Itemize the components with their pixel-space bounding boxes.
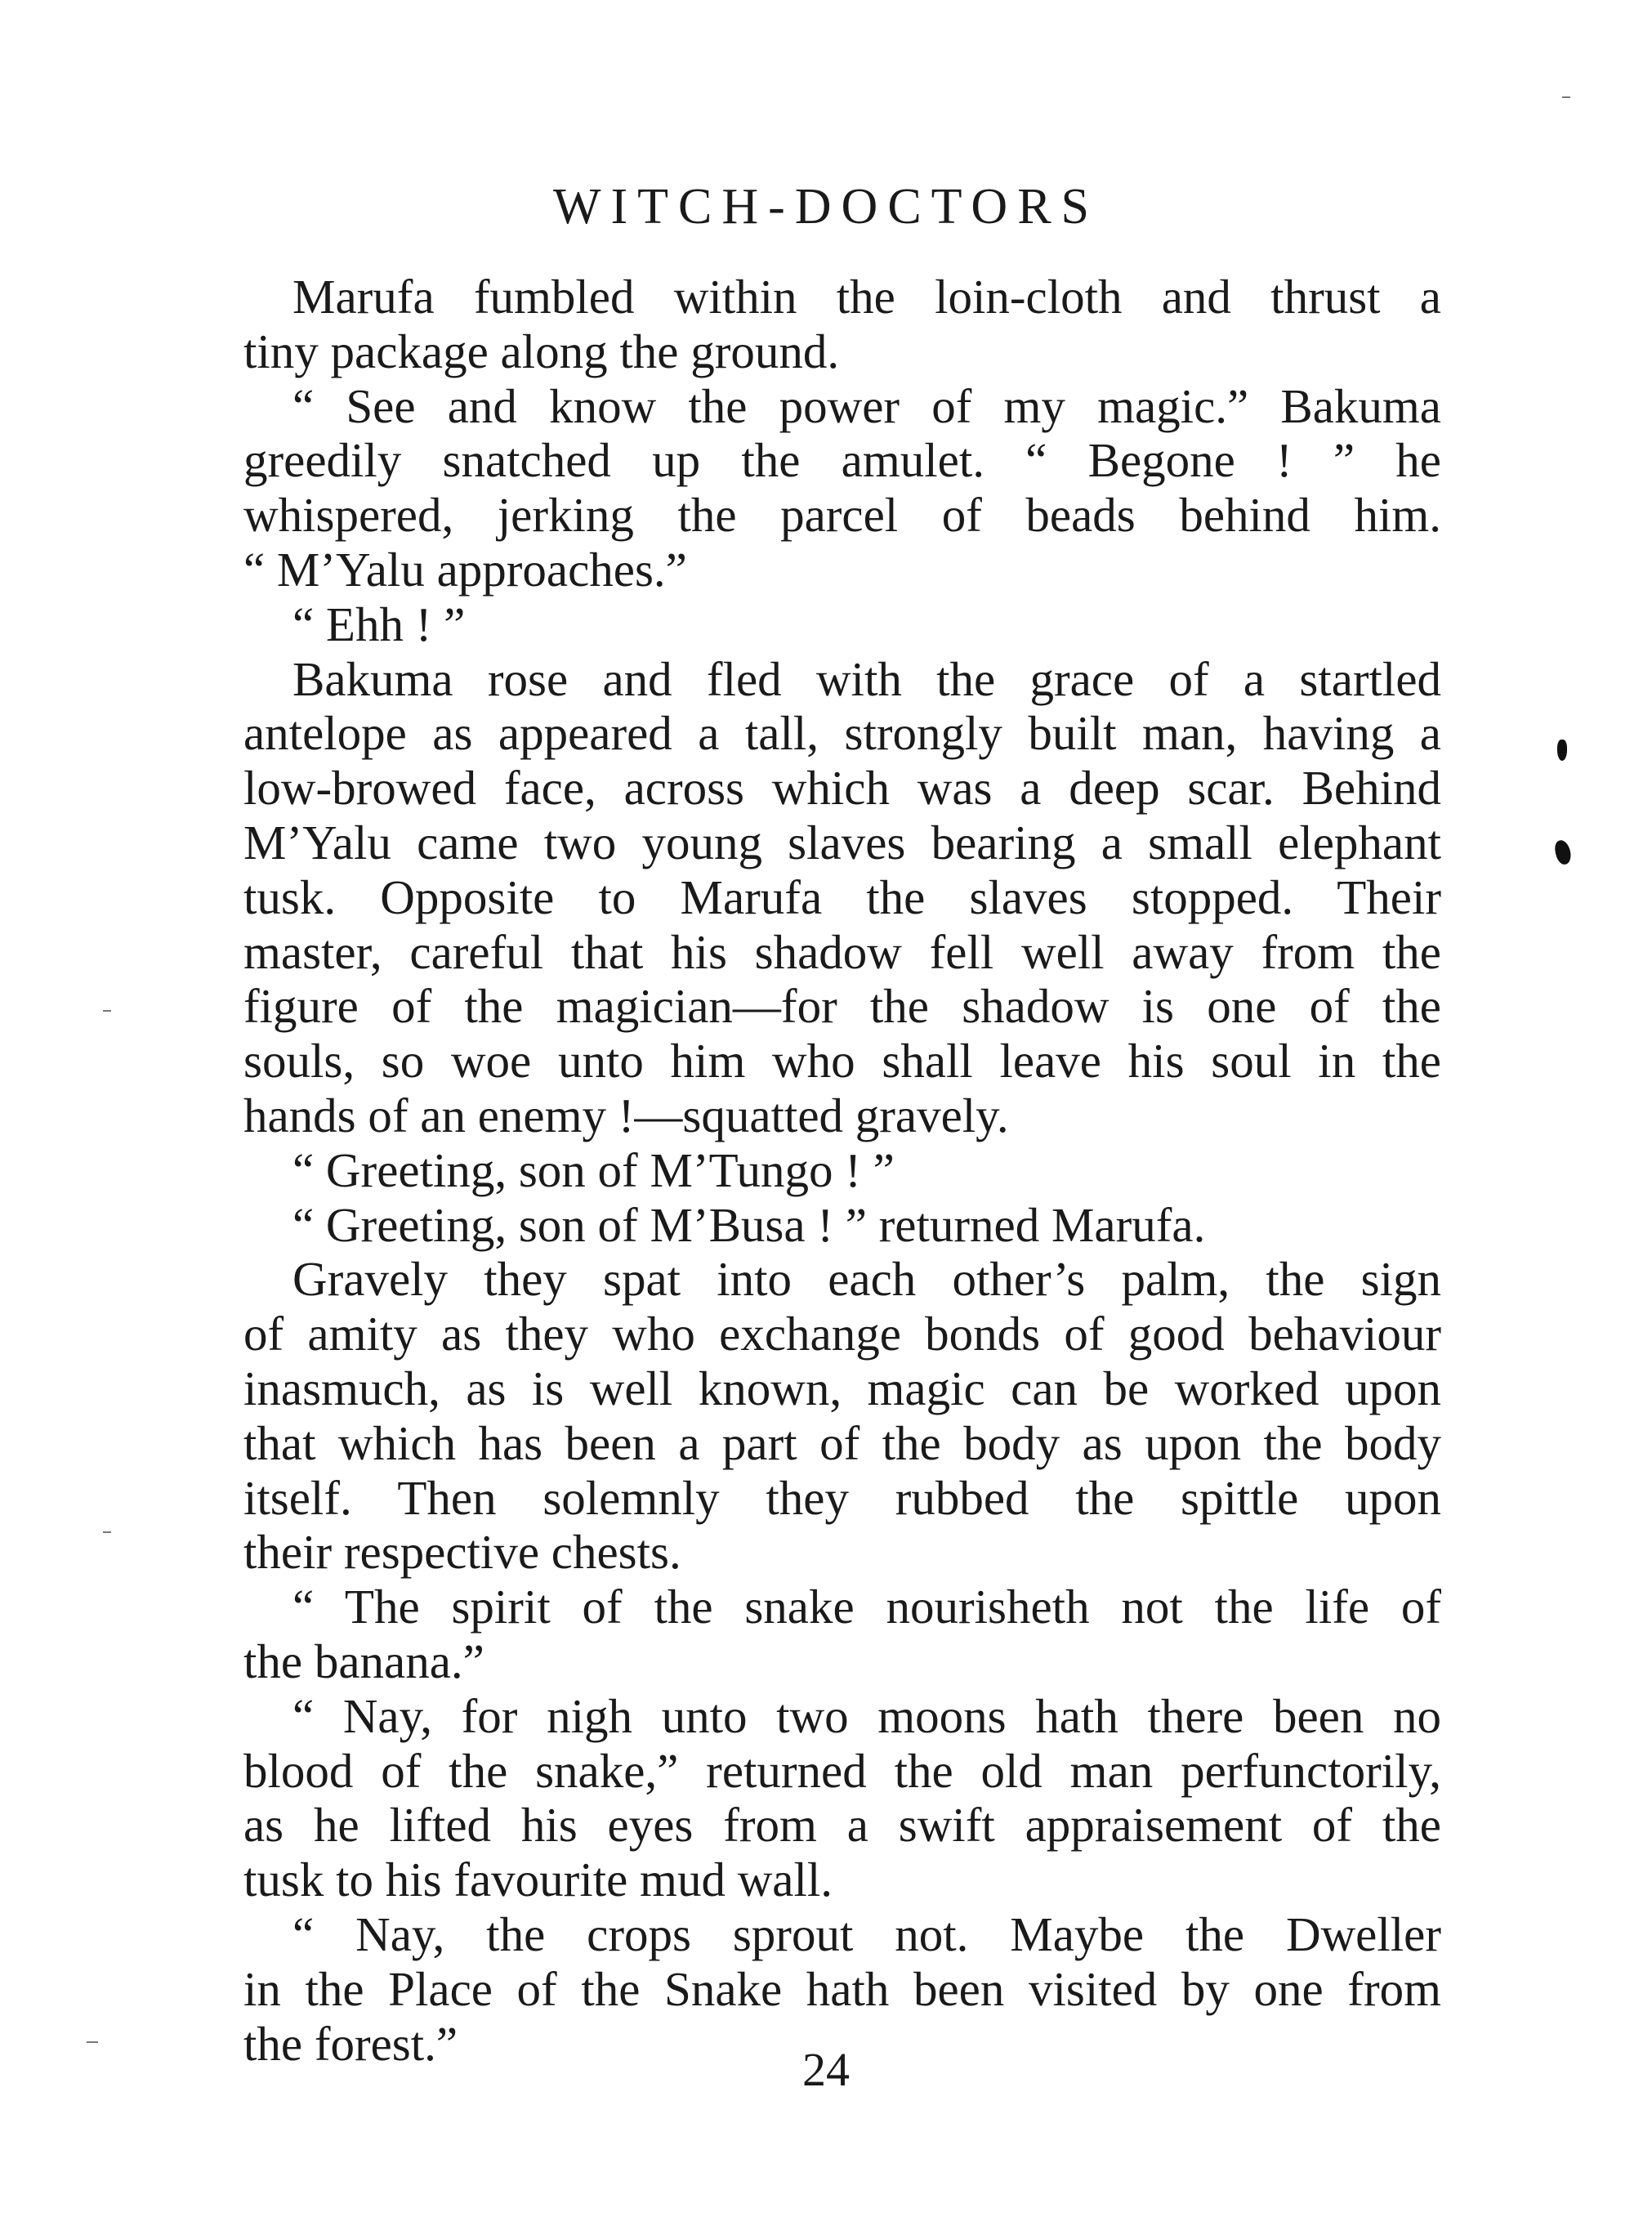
text-line: Marufa fumbled within the loin-cloth and thrust a: [292, 270, 1441, 324]
text-line: greedily snatched up the amulet. “ Begone ! ” he: [243, 433, 1441, 488]
text-line: “ Greeting, son of M’Tungo ! ”: [292, 1142, 895, 1197]
text-line: tiny package along the ground.: [243, 324, 840, 378]
text-line: “ See and know the power of my magic.” Bakuma: [292, 378, 1441, 433]
text-line: hands of an enemy !—squatted gravely.: [243, 1088, 1009, 1142]
text-line: tusk to his favourite mud wall.: [243, 1853, 833, 1907]
text-line: the banana.”: [243, 1634, 484, 1688]
text-line: blood of the snake,” returned the old man perfunctorily,: [243, 1743, 1441, 1798]
scan-speck: [103, 1010, 111, 1012]
text-line: master, careful that his shadow fell well away from the: [243, 924, 1441, 979]
text-line: Bakuma rose and fled with the grace of a startled: [292, 651, 1441, 706]
text-line: “ Greeting, son of M’Busa ! ” returned Marufa.: [292, 1197, 1206, 1252]
text-line: Gravely they spat into each other’s palm, the sign: [292, 1252, 1441, 1307]
text-line: in the Place of the Snake hath been visited by one from: [243, 1961, 1441, 2016]
running-head: WITCH-DOCTORS: [552, 179, 1100, 235]
text-line: itself. Then solemnly they rubbed the spittle upon: [243, 1470, 1441, 1525]
text-line: tusk. Opposite to Marufa the slaves stopped. Their: [243, 869, 1441, 924]
text-line: inasmuch, as is well known, magic can be worked upon: [243, 1361, 1441, 1415]
scan-speck: [103, 1531, 111, 1533]
text-line: the forest.”: [243, 2016, 458, 2071]
text-line: “ M’Yalu approaches.”: [243, 542, 687, 597]
text-line: “ Nay, for nigh unto two moons hath there been no: [292, 1688, 1441, 1743]
ink-blot: [1557, 740, 1567, 761]
text-line: antelope as appeared a tall, strongly built man, having a: [243, 706, 1441, 761]
scan-speck: [1562, 96, 1570, 98]
text-line: that which has been a part of the body as upon the body: [243, 1415, 1441, 1470]
text-line: M’Yalu came two young slaves bearing a small elephant: [243, 815, 1441, 869]
text-line: low-browed face, across which was a deep scar. Behind: [243, 761, 1441, 816]
text-line: their respective chests.: [243, 1525, 681, 1580]
body-text: [243, 270, 1441, 2071]
text-line: figure of the magician—for the shadow is one of the: [243, 979, 1441, 1034]
text-line: “ Ehh ! ”: [292, 597, 466, 651]
text-line: “ Nay, the crops sprout not. Maybe the Dweller: [292, 1906, 1441, 1961]
text-line: as he lifted his eyes from a swift appraisement of the: [243, 1798, 1441, 1853]
text-line: souls, so woe unto him who shall leave his soul in the: [243, 1034, 1441, 1088]
text-line: whispered, jerking the parcel of beads behind him.: [243, 488, 1441, 543]
scan-speck: [87, 2041, 98, 2043]
ink-blot: [1553, 838, 1573, 865]
page-number: 24: [802, 2043, 850, 2096]
text-line: of amity as they who exchange bonds of good behaviour: [243, 1307, 1441, 1361]
text-line: “ The spirit of the snake nourisheth not the life of: [292, 1580, 1441, 1634]
